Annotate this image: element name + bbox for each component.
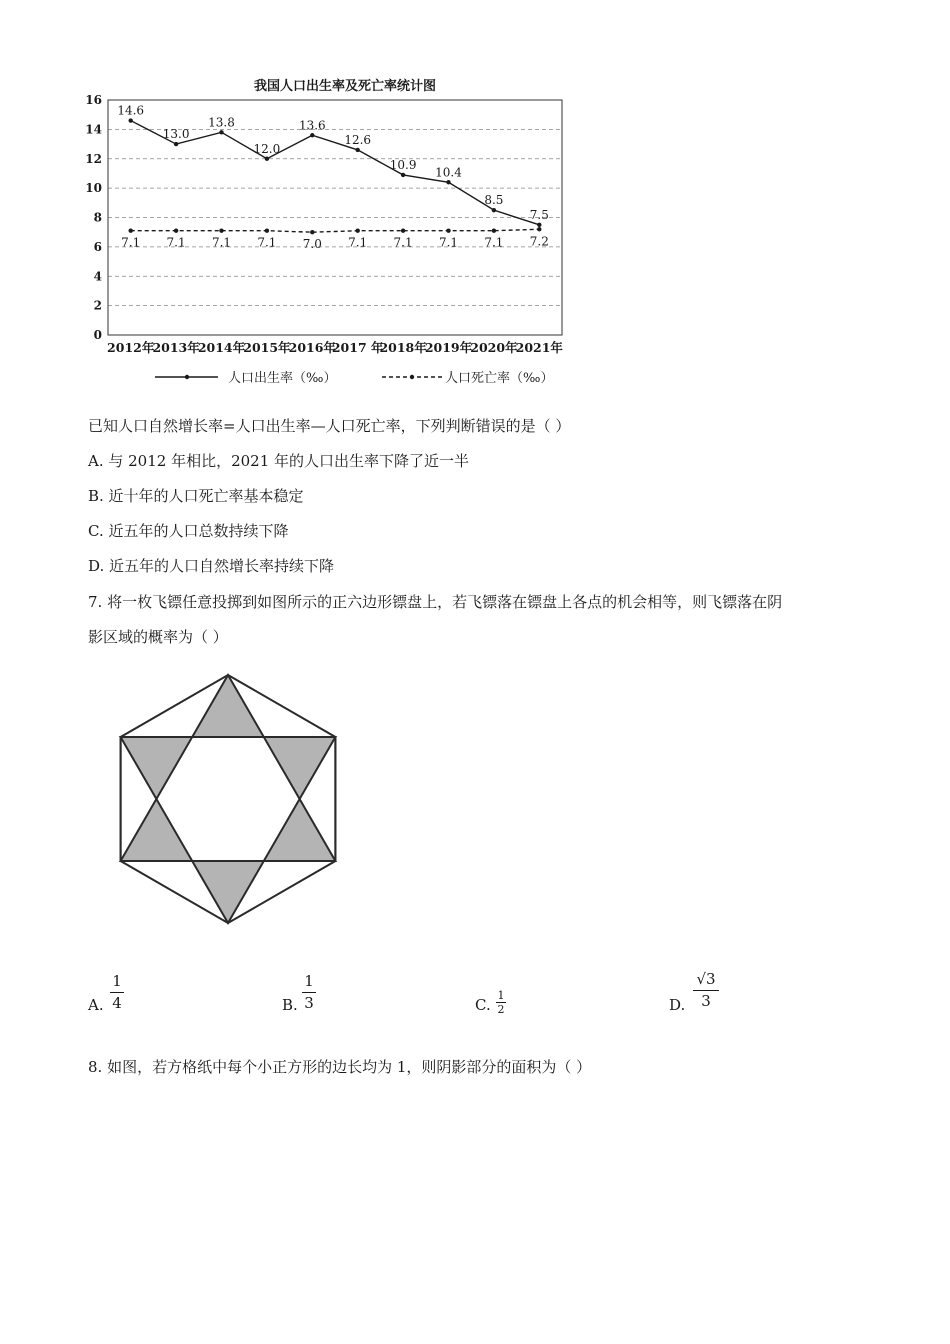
birth-rate-point bbox=[219, 130, 223, 134]
death-rate-point bbox=[446, 229, 450, 233]
option-c-fraction bbox=[496, 990, 506, 1015]
option-d-label: D. bbox=[669, 996, 686, 1014]
x-tick-label: 2019年 bbox=[424, 340, 473, 355]
death-rate-point bbox=[356, 229, 360, 233]
question8-stem: 8. 如图，若方格纸中每个小正方形的边长均为 1，则阴影部分的面积为（ ） bbox=[88, 1058, 592, 1076]
birth-rate-data-label: 12.6 bbox=[344, 132, 372, 147]
death-rate-point bbox=[310, 230, 314, 234]
y-tick-label: 0 bbox=[93, 328, 102, 342]
birth-rate-point bbox=[446, 180, 450, 184]
legend-death-label: 人口死亡率（‰） bbox=[445, 371, 554, 386]
option-b-fraction bbox=[302, 974, 316, 1011]
shaded-star-tip bbox=[264, 799, 336, 861]
death-rate-data-label: 7.1 bbox=[438, 235, 459, 250]
death-rate-data-label: 7.1 bbox=[484, 235, 504, 250]
death-rate-data-label: 7.0 bbox=[302, 237, 322, 252]
question6-stem: 已知人口自然增长率=人口出生率—人口死亡率，下列判断错误的是（ ） bbox=[88, 417, 571, 435]
legend-birth-marker bbox=[185, 375, 189, 379]
birth-rate-data-label: 13.6 bbox=[298, 118, 326, 133]
x-tick-label: 2016年 bbox=[288, 340, 336, 355]
hexagon-figure-group bbox=[121, 675, 336, 923]
death-rate-data-label: 7.1 bbox=[348, 235, 368, 250]
question6-option-b: B. 近十年的人口死亡率基本稳定 bbox=[88, 487, 304, 505]
y-tick-label: 8 bbox=[93, 210, 102, 225]
death-rate-point bbox=[174, 229, 178, 233]
birth-rate-point bbox=[356, 148, 360, 152]
death-rate-data-label: 7.1 bbox=[257, 235, 277, 250]
death-rate-line bbox=[131, 229, 540, 232]
birth-rate-point bbox=[129, 118, 133, 122]
birth-rate-data-label: 13.0 bbox=[162, 127, 190, 142]
death-rate-data-label: 7.1 bbox=[211, 235, 232, 250]
option-b-label: B. bbox=[282, 996, 298, 1014]
birth-rate-data-label: 12.0 bbox=[253, 141, 281, 156]
question7-options bbox=[0, 968, 950, 1028]
x-tick-label: 2014年 bbox=[197, 340, 246, 355]
death-rate-data-label: 7.1 bbox=[121, 235, 141, 250]
option-a-label: A. bbox=[88, 996, 104, 1014]
shaded-star-tip bbox=[192, 675, 264, 737]
y-tick-label: 12 bbox=[85, 151, 102, 166]
option-a-denominator: 4 bbox=[112, 994, 122, 1012]
x-tick-label: 2020年 bbox=[470, 340, 518, 355]
option-c-label: C. bbox=[475, 996, 491, 1014]
option-d-fraction bbox=[693, 972, 719, 1009]
legend-birth-label: 人口出生率（‰） bbox=[228, 371, 337, 386]
death-rate-point bbox=[492, 229, 496, 233]
shaded-star-tip bbox=[121, 799, 193, 861]
birth-rate-data-label: 13.8 bbox=[208, 115, 235, 130]
option-b-numerator: 1 bbox=[304, 972, 314, 990]
y-tick-label: 6 bbox=[93, 239, 102, 254]
death-rate-point bbox=[219, 229, 223, 233]
birth-rate-data-label: 8.5 bbox=[484, 193, 504, 208]
x-tick-label: 2015年 bbox=[243, 340, 291, 355]
birth-rate-point bbox=[265, 157, 269, 161]
x-tick-label: 2021年 bbox=[515, 340, 563, 355]
birth-rate-data-label: 14.6 bbox=[117, 103, 145, 118]
death-rate-data-label: 7.1 bbox=[166, 235, 186, 250]
shaded-star-tip bbox=[192, 861, 264, 923]
option-c-numerator: 1 bbox=[497, 989, 505, 1002]
birth-rate-point bbox=[310, 133, 314, 137]
birth-rate-data-label: 10.9 bbox=[389, 157, 417, 172]
x-tick-label: 2017 年 bbox=[331, 340, 384, 355]
x-tick-label: 2018年 bbox=[379, 340, 427, 355]
y-tick-label: 10 bbox=[85, 181, 102, 196]
death-rate-data-label: 7.2 bbox=[529, 234, 549, 249]
x-tick-label: 2012年 bbox=[107, 340, 155, 355]
birth-rate-point bbox=[174, 142, 178, 146]
y-tick-label: 2 bbox=[93, 298, 102, 313]
option-a-numerator: 1 bbox=[112, 972, 122, 990]
birth-rate-data-label: 7.5 bbox=[529, 207, 549, 222]
y-tick-label: 16 bbox=[85, 93, 102, 107]
birth-rate-data-label: 10.4 bbox=[435, 165, 462, 180]
x-tick-label: 2013年 bbox=[152, 340, 200, 355]
question6-option-c: C. 近五年的人口总数持续下降 bbox=[88, 522, 289, 540]
death-rate-point bbox=[401, 229, 405, 233]
question7-stem-line2: 影区域的概率为（ ） bbox=[88, 628, 228, 646]
death-rate-point bbox=[265, 229, 269, 233]
shaded-star-tip bbox=[121, 737, 193, 799]
question6-option-d: D. 近五年的人口自然增长率持续下降 bbox=[88, 557, 335, 575]
birth-death-rate-chart bbox=[60, 70, 620, 400]
birth-rate-point bbox=[492, 208, 496, 212]
option-d-denominator: 3 bbox=[701, 992, 711, 1010]
option-d-numerator: √3 bbox=[696, 970, 716, 988]
option-a-fraction bbox=[110, 974, 124, 1011]
birth-rate-point bbox=[537, 223, 541, 227]
birth-rate-line bbox=[131, 121, 540, 225]
y-tick-label: 14 bbox=[85, 122, 102, 137]
death-rate-point bbox=[129, 229, 133, 233]
death-rate-data-label: 7.1 bbox=[393, 235, 413, 250]
question6-option-a: A. 与 2012 年相比，2021 年的人口出生率下降了近一半 bbox=[88, 452, 470, 470]
question7-stem-line1: 7. 将一枚飞镖任意投掷到如图所示的正六边形镖盘上，若飞镖落在镖盘上各点的机会相等，则飞镖落在阴 bbox=[88, 593, 783, 611]
shaded-star-tip bbox=[264, 737, 336, 799]
chart-title: 我国人口出生率及死亡率统计图 bbox=[253, 79, 437, 94]
option-b-denominator: 3 bbox=[304, 994, 314, 1012]
hexagram-dartboard-figure bbox=[110, 668, 350, 932]
legend-death-marker bbox=[410, 375, 414, 379]
death-rate-point bbox=[537, 227, 541, 231]
option-c-denominator: 2 bbox=[497, 1003, 505, 1016]
birth-rate-point bbox=[401, 173, 405, 177]
y-tick-label: 4 bbox=[93, 269, 102, 284]
